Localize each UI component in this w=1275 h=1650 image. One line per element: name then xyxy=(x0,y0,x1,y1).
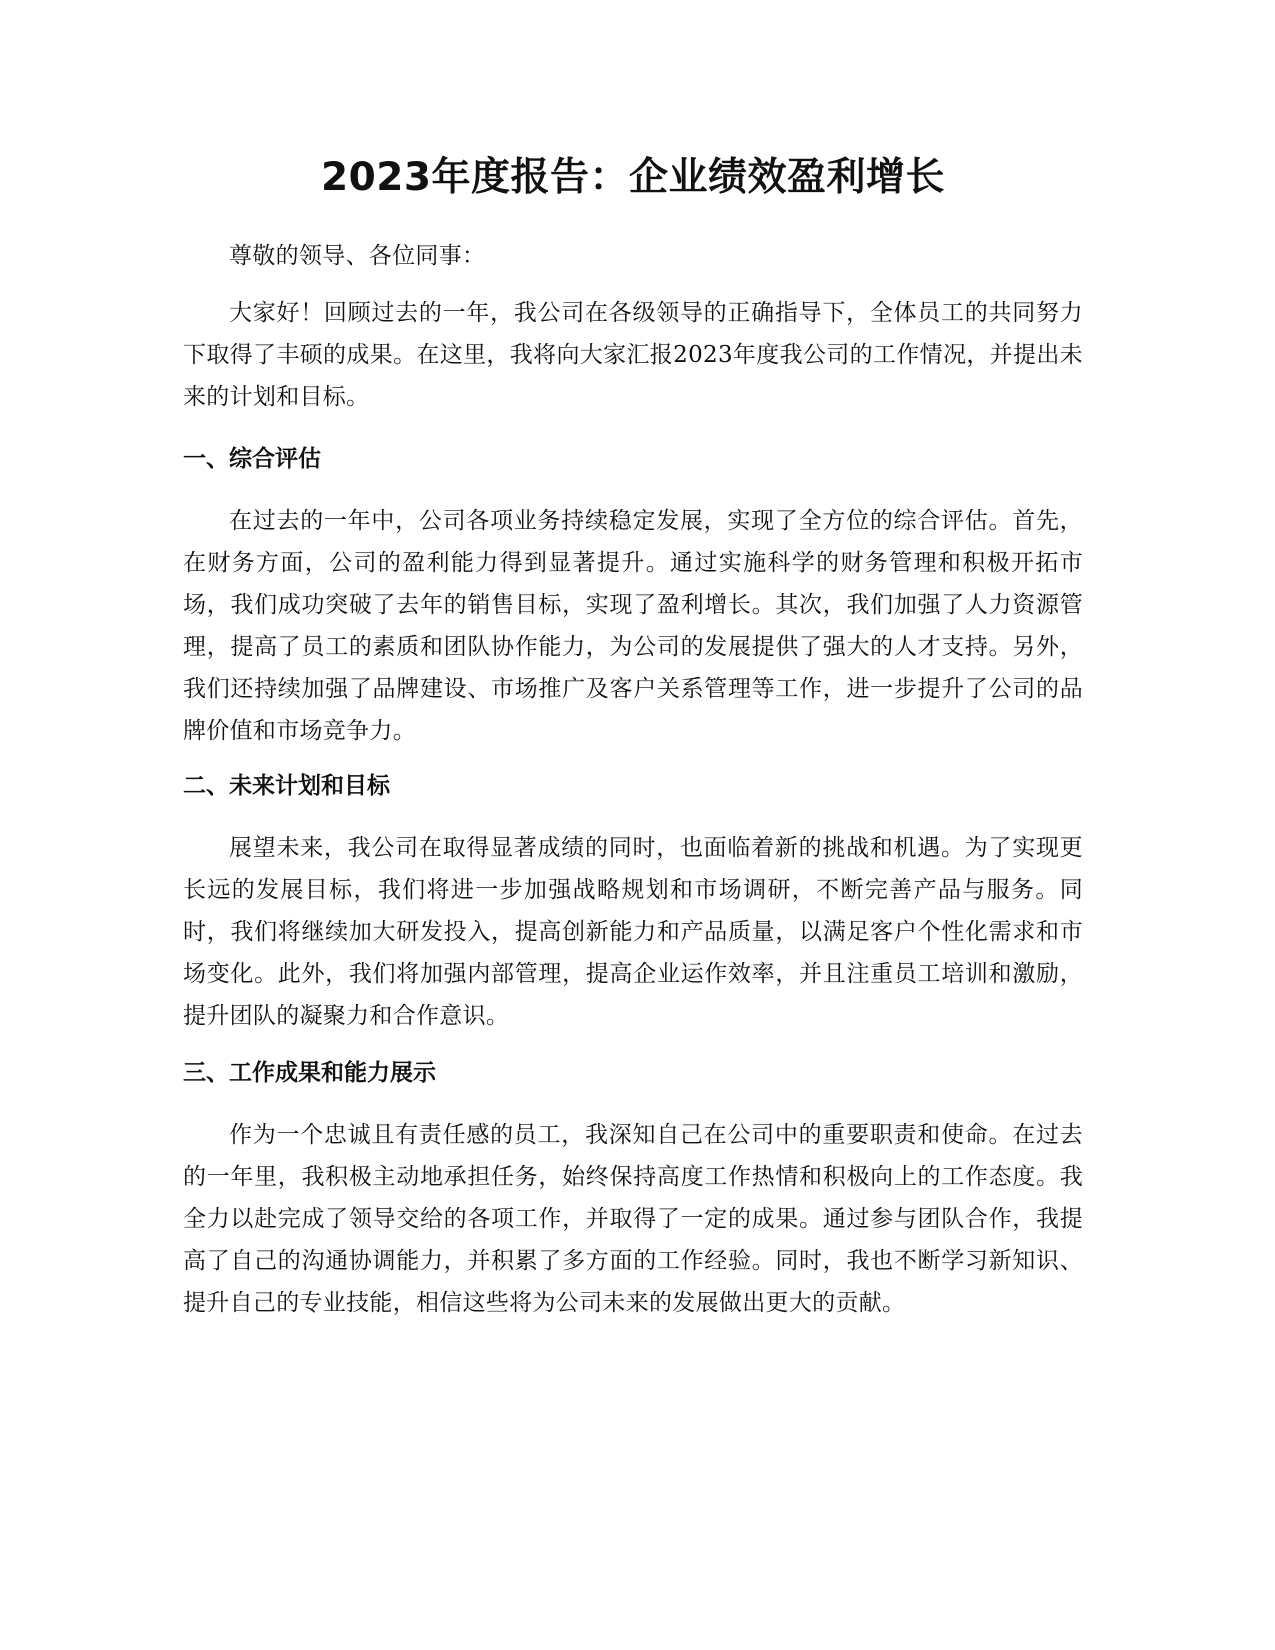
section-2-heading-block xyxy=(183,770,1083,802)
intro-paragraph: 大家好！回顾过去的一年，我公司在各级领导的正确指导下，全体员工的共同努力下取得了丰硕的成果。在这里，我将向大家汇报2023年度我公司的工作情况，并提出未来的计划和目标。 xyxy=(183,300,1083,410)
greeting-block xyxy=(183,235,1083,277)
greeting: 尊敬的领导、各位同事： xyxy=(229,243,486,269)
section-heading-2: 二、未来计划和目标 xyxy=(183,773,390,799)
section-body-2: 展望未来，我公司在取得显著成绩的同时，也面临着新的挑战和机遇。为了实现更长远的发展目标，我们将进一步加强战略规划和市场调研，不断完善产品与服务。同时，我们将继续加大研发投入，提高创新能力和产品质量，以满足客户个性化需求和市场变化。此外，我们将加强内部管理，提高企业运作效率，并且注重员工培训和激励，提升团队的凝聚力和合作意识。 xyxy=(183,835,1083,1029)
section-heading-1: 一、综合评估 xyxy=(183,446,321,472)
section-heading-3: 三、工作成果和能力展示 xyxy=(183,1060,436,1086)
section-body-1: 在过去的一年中，公司各项业务持续稳定发展，实现了全方位的综合评估。首先，在财务方面，公司的盈利能力得到显著提升。通过实施科学的财务管理和积极开拓市场，我们成功突破了去年的销售目标，实现了盈利增长。其次，我们加强了人力资源管理，提高了员工的素质和团队协作能力，为公司的发展提供了强大的人才支持。另外，我们还持续加强了品牌建设、市场推广及客户关系管理等工作，进一步提升了公司的品牌价值和市场竞争力。 xyxy=(183,508,1083,744)
section-1-heading-block xyxy=(183,443,1083,475)
section-3-heading-block xyxy=(183,1057,1083,1089)
section-3-body-block xyxy=(183,1114,1083,1324)
section-1-body-block xyxy=(183,500,1083,752)
section-body-3: 作为一个忠诚且有责任感的员工，我深知自己在公司中的重要职责和使命。在过去的一年里，我积极主动地承担任务，始终保持高度工作热情和积极向上的工作态度。我全力以赴完成了领导交给的各项工作，并取得了一定的成果。通过参与团队合作，我提高了自己的沟通协调能力，并积累了多方面的工作经验。同时，我也不断学习新知识、提升自己的专业技能，相信这些将为公司未来的发展做出更大的贡献。 xyxy=(183,1122,1083,1316)
document-title: 2023年度报告：企业绩效盈利增长 xyxy=(320,155,946,200)
section-2-body-block xyxy=(183,827,1083,1037)
intro-block xyxy=(183,292,1083,418)
